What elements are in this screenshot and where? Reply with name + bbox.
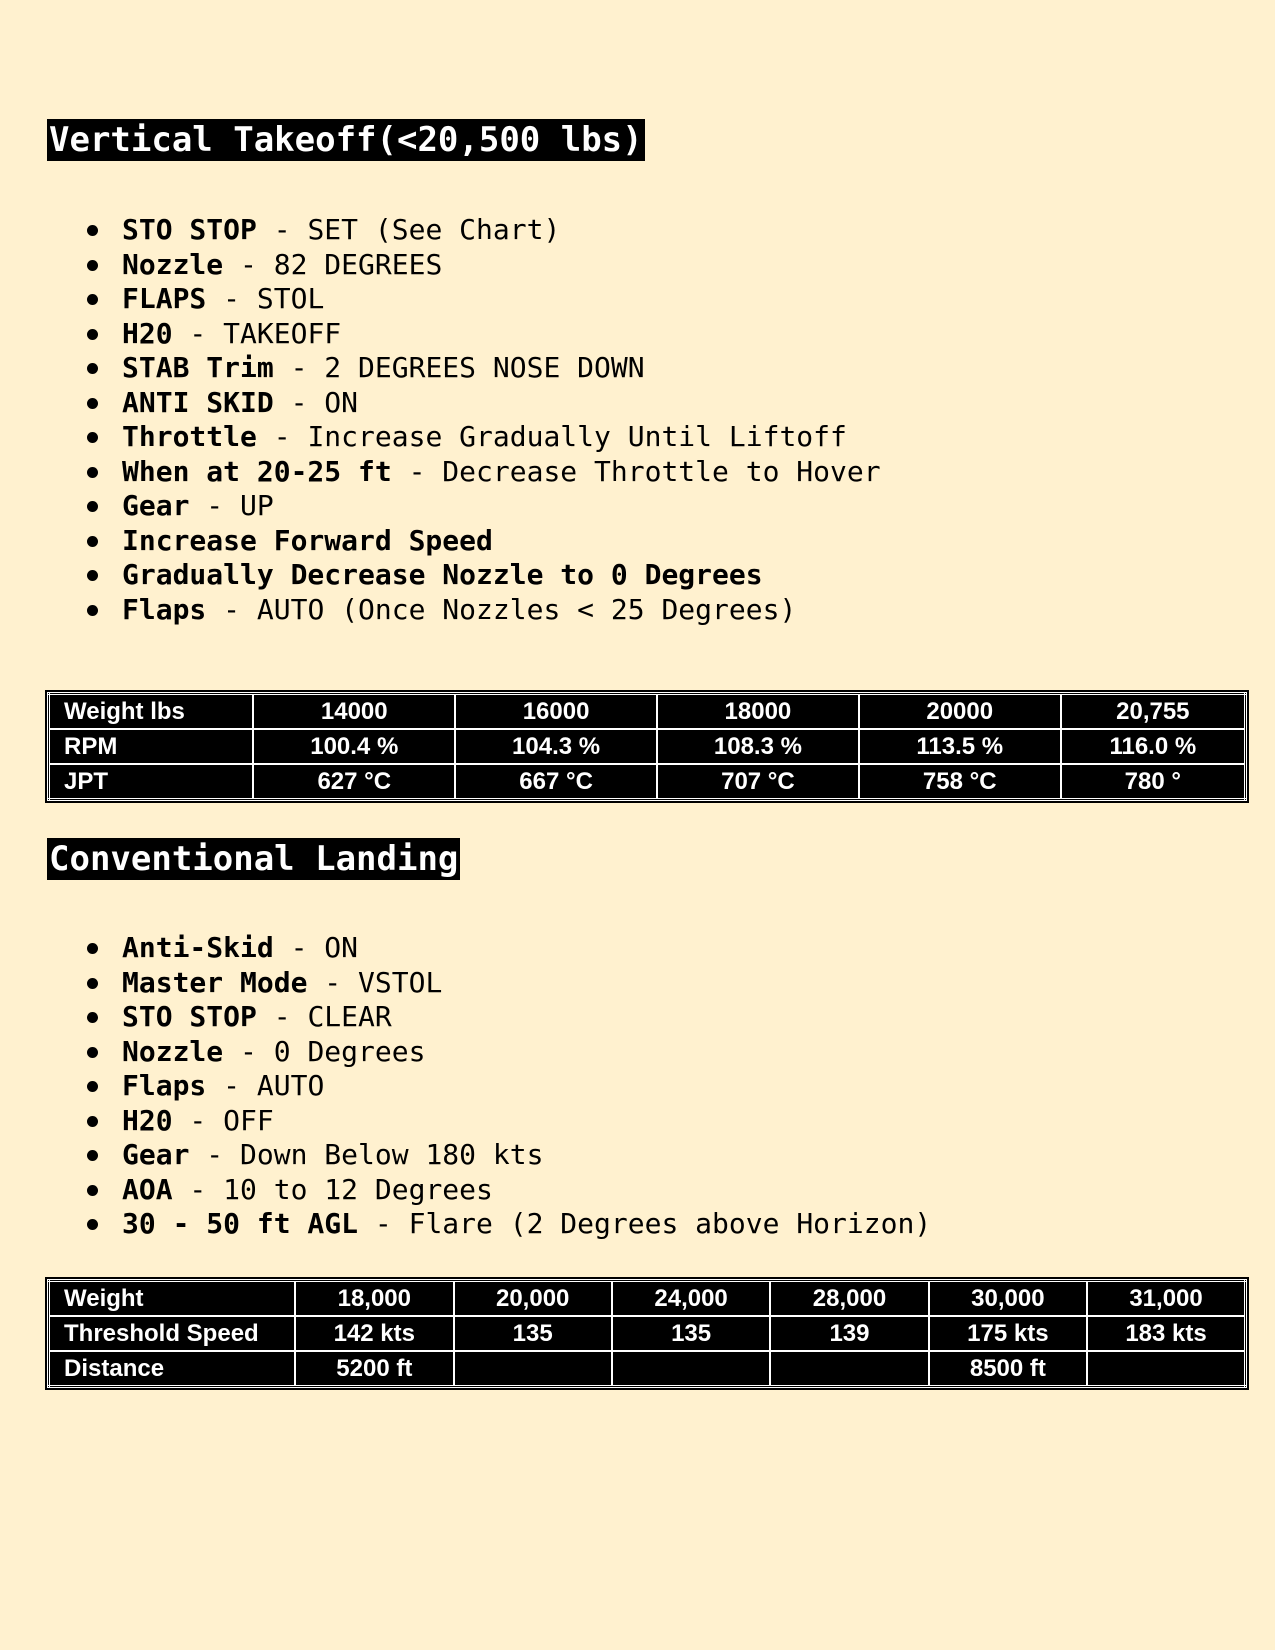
- table-row: [49, 1316, 1246, 1351]
- checklist-item: Flaps - AUTO (Once Nozzles < 25 Degrees): [85, 593, 881, 628]
- table-row: [49, 1351, 1246, 1387]
- table-cell: 20000: [859, 694, 1061, 730]
- checklist-item: Nozzle - 0 Degrees: [85, 1035, 931, 1070]
- table-cell: 139: [770, 1316, 928, 1351]
- takeoff-rpm-jpt-table: [47, 692, 1247, 801]
- table-cell: JPT: [49, 764, 254, 800]
- table-cell: 16000: [455, 694, 657, 730]
- checklist-item: When at 20-25 ft - Decrease Throttle to Hover: [85, 455, 881, 490]
- table-cell: 113.5 %: [859, 729, 1061, 764]
- table-cell: 780 °: [1061, 764, 1246, 800]
- table-cell: Threshold Speed: [49, 1316, 296, 1351]
- checklist-item: Increase Forward Speed: [85, 524, 881, 559]
- checklist-item: Gear - Down Below 180 kts: [85, 1138, 931, 1173]
- checklist-item: AOA - 10 to 12 Degrees: [85, 1173, 931, 1208]
- table-cell: 142 kts: [295, 1316, 453, 1351]
- checklist-item: Anti-Skid - ON: [85, 931, 931, 966]
- table-cell: Distance: [49, 1351, 296, 1387]
- table-row: [49, 1281, 1246, 1317]
- table-cell: 18000: [657, 694, 859, 730]
- bullet-icon: [87, 1081, 98, 1092]
- checklist-item: Gear - UP: [85, 489, 881, 524]
- bullet-icon: [87, 363, 98, 374]
- table-cell: Weight: [49, 1281, 296, 1317]
- bullet-icon: [87, 432, 98, 443]
- table-cell: [612, 1351, 770, 1387]
- checklist-item: STO STOP - SET (See Chart): [85, 213, 881, 248]
- bullet-icon: [87, 260, 98, 271]
- table-cell: 5200 ft: [295, 1351, 453, 1387]
- bullet-icon: [87, 570, 98, 581]
- vertical-takeoff-title: Vertical Takeoff(<20,500 lbs): [49, 120, 643, 160]
- table-cell: 183 kts: [1087, 1316, 1245, 1351]
- bullet-icon: [87, 605, 98, 616]
- bullet-icon: [87, 1150, 98, 1161]
- bullet-icon: [87, 294, 98, 305]
- bullet-icon: [87, 501, 98, 512]
- table-row: [49, 764, 1246, 800]
- table-cell: 108.3 %: [657, 729, 859, 764]
- bullet-icon: [87, 329, 98, 340]
- table-cell: 135: [454, 1316, 612, 1351]
- checklist-item: Nozzle - 82 DEGREES: [85, 248, 881, 283]
- bullet-icon: [87, 1047, 98, 1058]
- conventional-landing-checklist: [85, 931, 931, 1242]
- checklist-item: Master Mode - VSTOL: [85, 966, 931, 1001]
- landing-speed-distance-table: [47, 1279, 1247, 1388]
- checklist-item: Gradually Decrease Nozzle to 0 Degrees: [85, 558, 881, 593]
- bullet-icon: [87, 978, 98, 989]
- checklist-item: STO STOP - CLEAR: [85, 1000, 931, 1035]
- bullet-icon: [87, 536, 98, 547]
- bullet-icon: [87, 225, 98, 236]
- checklist-item: FLAPS - STOL: [85, 282, 881, 317]
- table-cell: 18,000: [295, 1281, 453, 1317]
- table-cell: 30,000: [929, 1281, 1087, 1317]
- checklist-item: H20 - OFF: [85, 1104, 931, 1139]
- checklist-item: H20 - TAKEOFF: [85, 317, 881, 352]
- table-cell: 707 °C: [657, 764, 859, 800]
- table-cell: [770, 1351, 928, 1387]
- table-cell: 8500 ft: [929, 1351, 1087, 1387]
- table-cell: RPM: [49, 729, 254, 764]
- table-cell: Weight lbs: [49, 694, 254, 730]
- bullet-icon: [87, 467, 98, 478]
- table-cell: 20,755: [1061, 694, 1246, 730]
- table-cell: [454, 1351, 612, 1387]
- table-cell: 135: [612, 1316, 770, 1351]
- bullet-icon: [87, 1012, 98, 1023]
- table-cell: 24,000: [612, 1281, 770, 1317]
- table-row: [49, 694, 1246, 730]
- table-cell: 31,000: [1087, 1281, 1245, 1317]
- table-cell: 100.4 %: [253, 729, 455, 764]
- bullet-icon: [87, 943, 98, 954]
- table-cell: 20,000: [454, 1281, 612, 1317]
- checklist-item: ANTI SKID - ON: [85, 386, 881, 421]
- bullet-icon: [87, 1116, 98, 1127]
- conventional-landing-title: Conventional Landing: [49, 839, 459, 879]
- table-cell: [1087, 1351, 1245, 1387]
- bullet-icon: [87, 1185, 98, 1196]
- table-cell: 175 kts: [929, 1316, 1087, 1351]
- bullet-icon: [87, 398, 98, 409]
- checklist-item: 30 - 50 ft AGL - Flare (2 Degrees above Horizon): [85, 1207, 931, 1242]
- checklist-item: STAB Trim - 2 DEGREES NOSE DOWN: [85, 351, 881, 386]
- table-row: [49, 729, 1246, 764]
- vertical-takeoff-checklist: [85, 213, 881, 627]
- table-cell: 116.0 %: [1061, 729, 1246, 764]
- table-cell: 28,000: [770, 1281, 928, 1317]
- table-cell: 627 °C: [253, 764, 455, 800]
- checklist-item: Throttle - Increase Gradually Until Liftoff: [85, 420, 881, 455]
- table-cell: 104.3 %: [455, 729, 657, 764]
- checklist-item: Flaps - AUTO: [85, 1069, 931, 1104]
- table-cell: 667 °C: [455, 764, 657, 800]
- bullet-icon: [87, 1219, 98, 1230]
- table-cell: 758 °C: [859, 764, 1061, 800]
- table-cell: 14000: [253, 694, 455, 730]
